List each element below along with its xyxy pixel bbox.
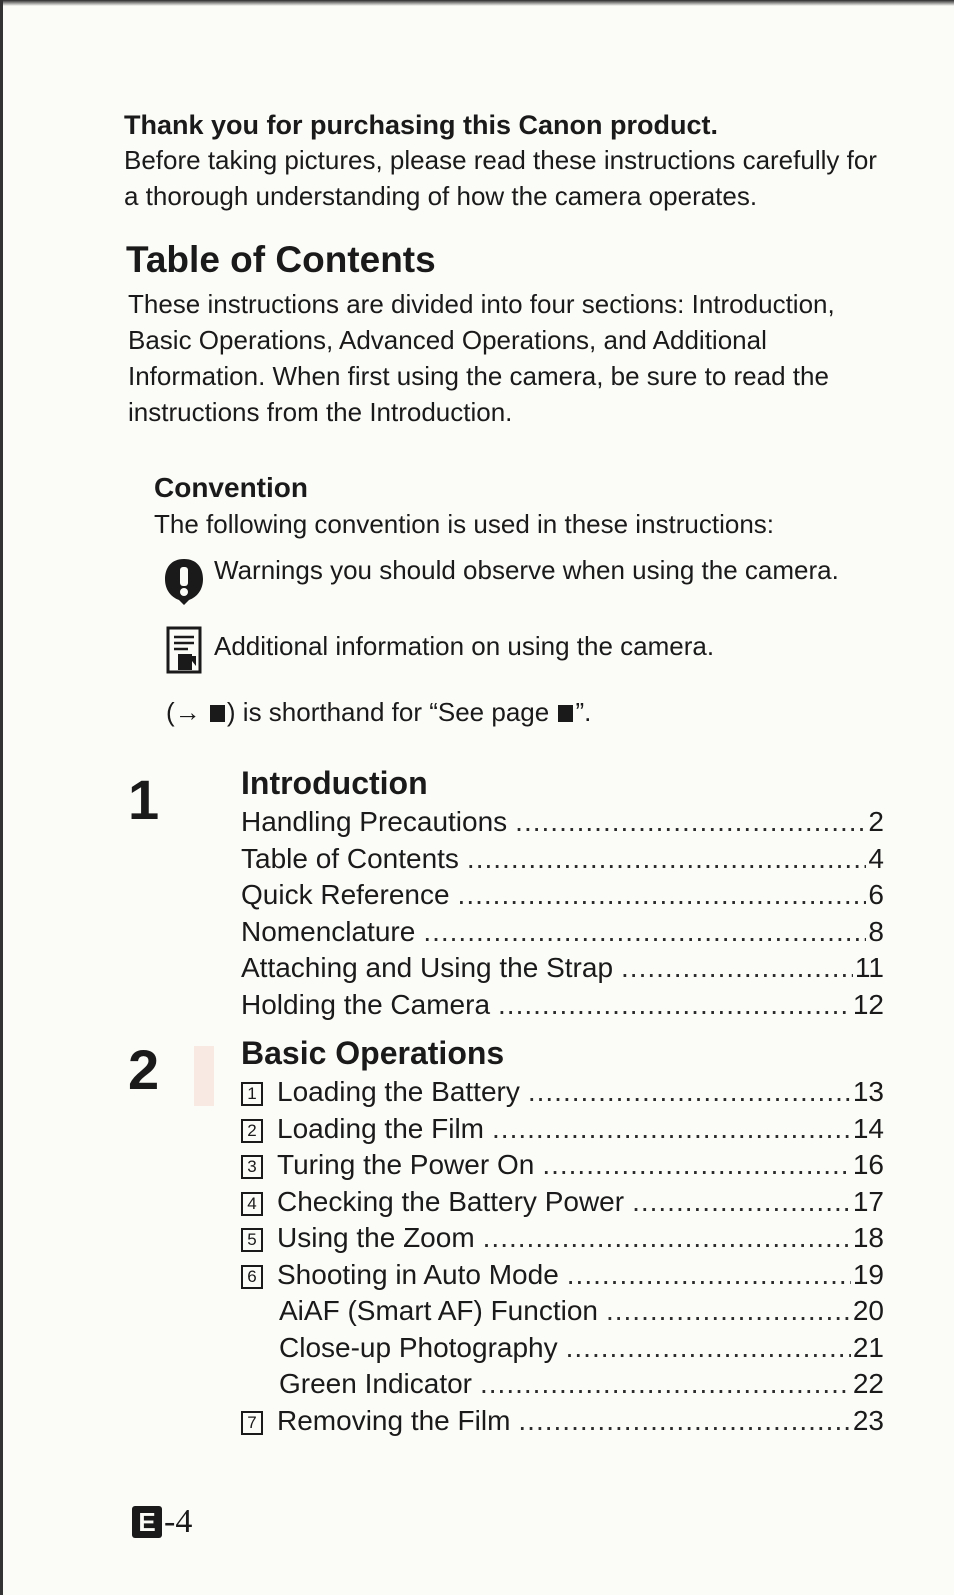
page-edge	[0, 0, 954, 6]
thanks-title: Thank you for purchasing this Canon product.	[124, 110, 719, 140]
toc-entry-label: Removing the Film	[277, 1404, 511, 1436]
toc-entry[interactable]	[241, 877, 884, 914]
shorthand-note	[166, 694, 884, 730]
shorthand-suffix: ”.	[575, 697, 592, 727]
toc-entry-label: Quick Reference	[241, 879, 450, 910]
toc-entry-label: AiAF (Smart AF) Function	[279, 1295, 598, 1326]
toc-subentry[interactable]	[241, 1366, 884, 1403]
page-edge-left	[0, 0, 3, 1595]
toc-entry-page: 17	[852, 1185, 884, 1217]
toc-subentry[interactable]	[241, 1293, 884, 1330]
toc-entry-label: Checking the Battery Power	[277, 1185, 625, 1217]
dot-leader	[483, 1220, 851, 1257]
step-number-box: 2	[241, 1119, 263, 1143]
page-placeholder-icon	[558, 705, 573, 722]
warning-text: Warnings you should observe when using the camera.	[214, 555, 839, 585]
step-number-box: 5	[241, 1228, 263, 1252]
toc-entry-label: Nomenclature	[241, 915, 416, 947]
toc-entry-page: 4	[868, 842, 884, 874]
toc-section-introduction	[124, 764, 884, 1023]
toc-entry[interactable]	[241, 1403, 884, 1440]
toc-entry[interactable]	[241, 987, 884, 1024]
convention-warning-row	[154, 552, 884, 606]
dot-leader	[542, 1147, 851, 1184]
convention-info-row	[154, 622, 884, 674]
section-number: 2	[128, 1038, 160, 1101]
dot-leader	[566, 1330, 851, 1367]
toc-entry-label: Loading the Battery	[277, 1076, 520, 1107]
toc-entry-page: 20	[852, 1295, 884, 1326]
toc-entry[interactable]	[241, 841, 884, 878]
dot-leader	[528, 1074, 851, 1111]
toc-description: These instructions are divided into four sections: Introduction, Basic Operations, Advanced Operations, and Additional Information. When first using the camera, be sure to read the instructions from the Introduction.	[128, 289, 835, 427]
toc-entry-label: Attaching and Using the Strap	[241, 952, 614, 983]
toc-entry-label: Close-up Photography	[279, 1331, 558, 1363]
toc-entry-label: Loading the Film	[277, 1112, 485, 1144]
page-placeholder-icon	[210, 705, 225, 722]
toc-entry-page: 23	[852, 1404, 884, 1436]
page-number	[132, 1503, 192, 1541]
step-number-box: 7	[241, 1411, 263, 1435]
toc-entry-label: Holding the Camera	[241, 988, 491, 1020]
toc-entry-page: 18	[852, 1222, 884, 1253]
section-title: Introduction	[241, 765, 428, 801]
toc-entry[interactable]	[241, 804, 884, 841]
caution-icon	[154, 552, 214, 606]
section-title: Basic Operations	[241, 1035, 505, 1071]
toc-entry-label: Shooting in Auto Mode	[277, 1258, 559, 1290]
language-badge: E	[132, 1506, 162, 1538]
toc-entry[interactable]	[241, 1074, 884, 1111]
convention-description: The following convention is used in these instructions:	[154, 509, 775, 539]
page-number-suffix: -4	[164, 1503, 193, 1540]
toc-entry[interactable]	[241, 914, 884, 951]
toc-subentry[interactable]	[241, 1330, 884, 1367]
page-title: Table of Contents	[126, 239, 436, 280]
toc-entry-page: 19	[852, 1258, 884, 1290]
toc-entry-page: 6	[868, 879, 884, 910]
toc-entry-label: Handling Precautions	[241, 806, 508, 837]
toc-entry[interactable]	[241, 1184, 884, 1221]
shorthand-mid: ) is shorthand for “See page	[226, 697, 550, 727]
dot-leader	[467, 841, 867, 878]
toc-entry[interactable]	[241, 950, 884, 987]
dot-leader	[498, 987, 851, 1024]
toc-entry-page: 16	[852, 1149, 884, 1180]
step-number-box: 3	[241, 1155, 263, 1179]
dot-leader	[518, 1403, 850, 1440]
toc-entry-page: 13	[852, 1076, 884, 1107]
dot-leader	[632, 1184, 851, 1221]
dot-leader	[606, 1293, 851, 1330]
toc-entry-label: Turing the Power On	[277, 1149, 535, 1180]
toc-entry-page: 12	[852, 988, 884, 1020]
toc-entry-label: Table of Contents	[241, 842, 459, 874]
dot-leader	[621, 950, 853, 987]
memo-icon	[154, 622, 214, 674]
toc-section-basic-operations	[124, 1034, 884, 1439]
section-number: 1	[128, 768, 160, 831]
dot-leader	[567, 1257, 851, 1294]
toc-entry-page: 2	[868, 806, 884, 837]
intro-block	[124, 108, 884, 730]
dot-leader	[492, 1111, 851, 1148]
convention-block	[154, 470, 884, 730]
step-number-box: 4	[241, 1192, 263, 1216]
toc-entry[interactable]	[241, 1111, 884, 1148]
step-number-box: 6	[241, 1265, 263, 1289]
info-text: Additional information on using the camera.	[214, 631, 715, 661]
toc-entry-label: Using the Zoom	[277, 1222, 475, 1253]
step-number-box: 1	[241, 1082, 263, 1106]
toc-entry[interactable]	[241, 1257, 884, 1294]
dot-leader	[515, 804, 866, 841]
toc-entry-page: 11	[854, 952, 884, 983]
convention-title: Convention	[154, 472, 308, 503]
toc-entry-label: Green Indicator	[279, 1368, 472, 1399]
shorthand-prefix: (→	[166, 697, 201, 727]
toc-entry-page: 22	[852, 1368, 884, 1399]
toc-entry-page: 14	[852, 1112, 884, 1144]
toc-entry-page: 8	[868, 915, 884, 947]
toc-entry[interactable]	[241, 1147, 884, 1184]
toc-entry[interactable]	[241, 1220, 884, 1257]
dot-leader	[423, 914, 866, 951]
dot-leader	[480, 1366, 851, 1403]
toc-entry-page: 21	[852, 1331, 884, 1363]
dot-leader	[458, 877, 867, 914]
thanks-text: Before taking pictures, please read these instructions carefully for a thorough understanding of how the camera operates.	[124, 145, 877, 211]
